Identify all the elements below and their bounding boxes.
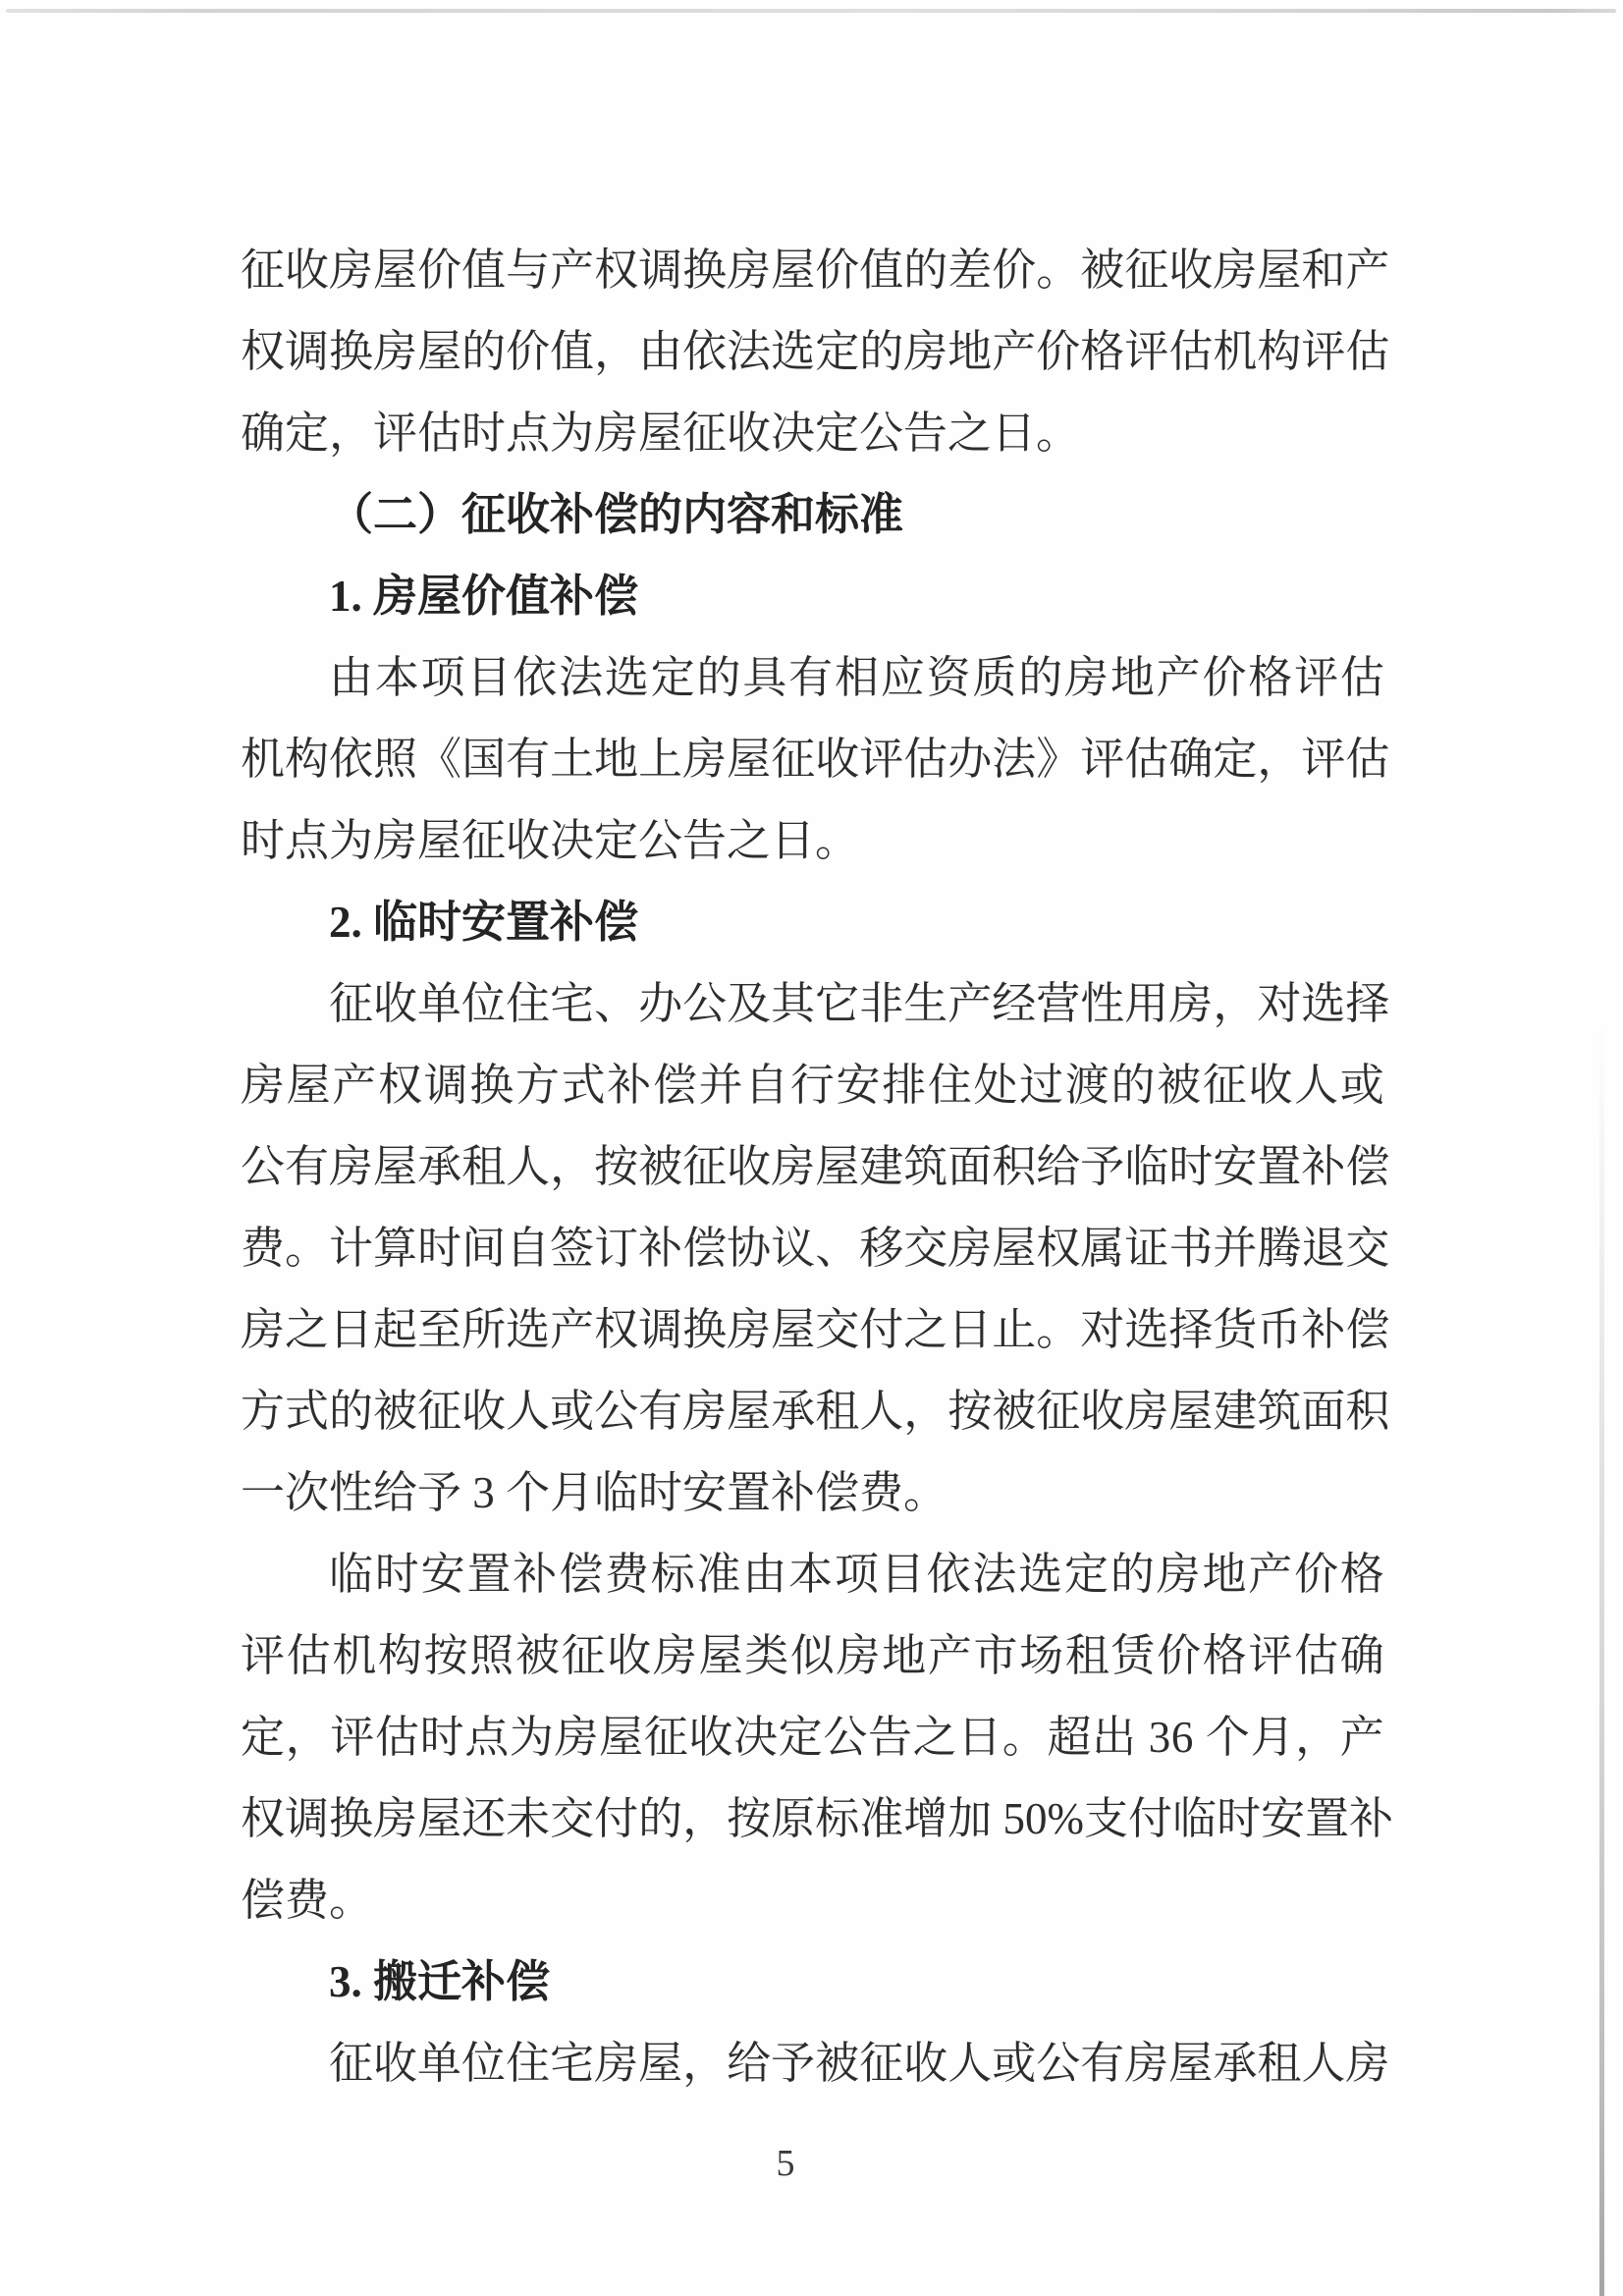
text-line: 确定，评估时点为房屋征收决定公告之日。 — [241, 409, 1081, 458]
text-line: 房 之 日 起 至 所 选 产 权 调 换 房 屋 交 付 之 日 止 。 对 选 择 货 币 补 偿 — [241, 1305, 1390, 1354]
text-line: 权 调 换 房 屋 还 未 交 付 的 ， 按 原 标 准 增 加 5 0 % 支 付 临 时 安 置 补 — [241, 1794, 1394, 1843]
heading-line: 2. 临时安置补偿 — [329, 898, 639, 947]
heading-line: 1. 房屋价值补偿 — [329, 572, 639, 621]
text-line: 房 屋 产 权 调 换 方 式 补 偿 并 自 行 安 排 住 处 过 渡 的 被 征 收 人 或 — [241, 1061, 1384, 1110]
text-line: 权 调 换 房 屋 的 价 值 ， 由 依 法 选 定 的 房 地 产 价 格 评 估 机 构 评 估 — [241, 327, 1390, 376]
scan-edge-right-artifact — [1599, 1021, 1604, 2296]
text-line: 临 时 安 置 补 偿 费 标 准 由 本 项 目 依 法 选 定 的 房 地 产 价 格 — [329, 1550, 1384, 1599]
text-line: 征 收 单 位 住 宅 房 屋 ， 给 予 被 征 收 人 或 公 有 房 屋 承 租 人 房 — [329, 2039, 1390, 2088]
page-number: 5 — [776, 2143, 795, 2184]
heading-line: （二）征收补偿的内容和标准 — [329, 490, 904, 539]
text-line: 公 有 房 屋 承 租 人 ， 按 被 征 收 房 屋 建 筑 面 积 给 予 临 时 安 置 补 偿 — [241, 1142, 1390, 1191]
text-line: 由 本 项 目 依 法 选 定 的 具 有 相 应 资 质 的 房 地 产 价 格 评 估 — [329, 653, 1384, 702]
text-line: 征 收 单 位 住 宅 、 办 公 及 其 它 非 生 产 经 营 性 用 房 ， 对 选 择 — [329, 979, 1390, 1028]
text-line: 定 ， 评 估 时 点 为 房 屋 征 收 决 定 公 告 之 日 。 超 出 3 6 个 月 ， 产 — [241, 1713, 1384, 1762]
text-line: 偿费。 — [241, 1876, 374, 1925]
text-line: 时点为房屋征收决定公告之日。 — [241, 816, 860, 865]
scan-edge-top-artifact — [6, 9, 1616, 13]
text-line: 评 估 机 构 按 照 被 征 收 房 屋 类 似 房 地 产 市 场 租 赁 价 格 评 估 确 — [241, 1631, 1384, 1680]
text-line: 方 式 的 被 征 收 人 或 公 有 房 屋 承 租 人 ， 按 被 征 收 房 屋 建 筑 面 积 — [241, 1387, 1390, 1436]
text-line: 征 收 房 屋 价 值 与 产 权 调 换 房 屋 价 值 的 差 价 。 被 征 收 房 屋 和 产 — [241, 246, 1390, 295]
text-line: 一次性给予 3 个月临时安置补偿费。 — [241, 1468, 948, 1517]
text-line: 机 构 依 照 《 国 有 土 地 上 房 屋 征 收 评 估 办 法 》 评 估 确 定 ， 评 估 — [241, 735, 1390, 784]
heading-line: 3. 搬迁补偿 — [329, 1957, 551, 2006]
document-body — [241, 230, 1394, 2105]
text-line: 费 。 计 算 时 间 自 签 订 补 偿 协 议 、 移 交 房 屋 权 属 证 书 并 腾 退 交 — [241, 1224, 1390, 1273]
